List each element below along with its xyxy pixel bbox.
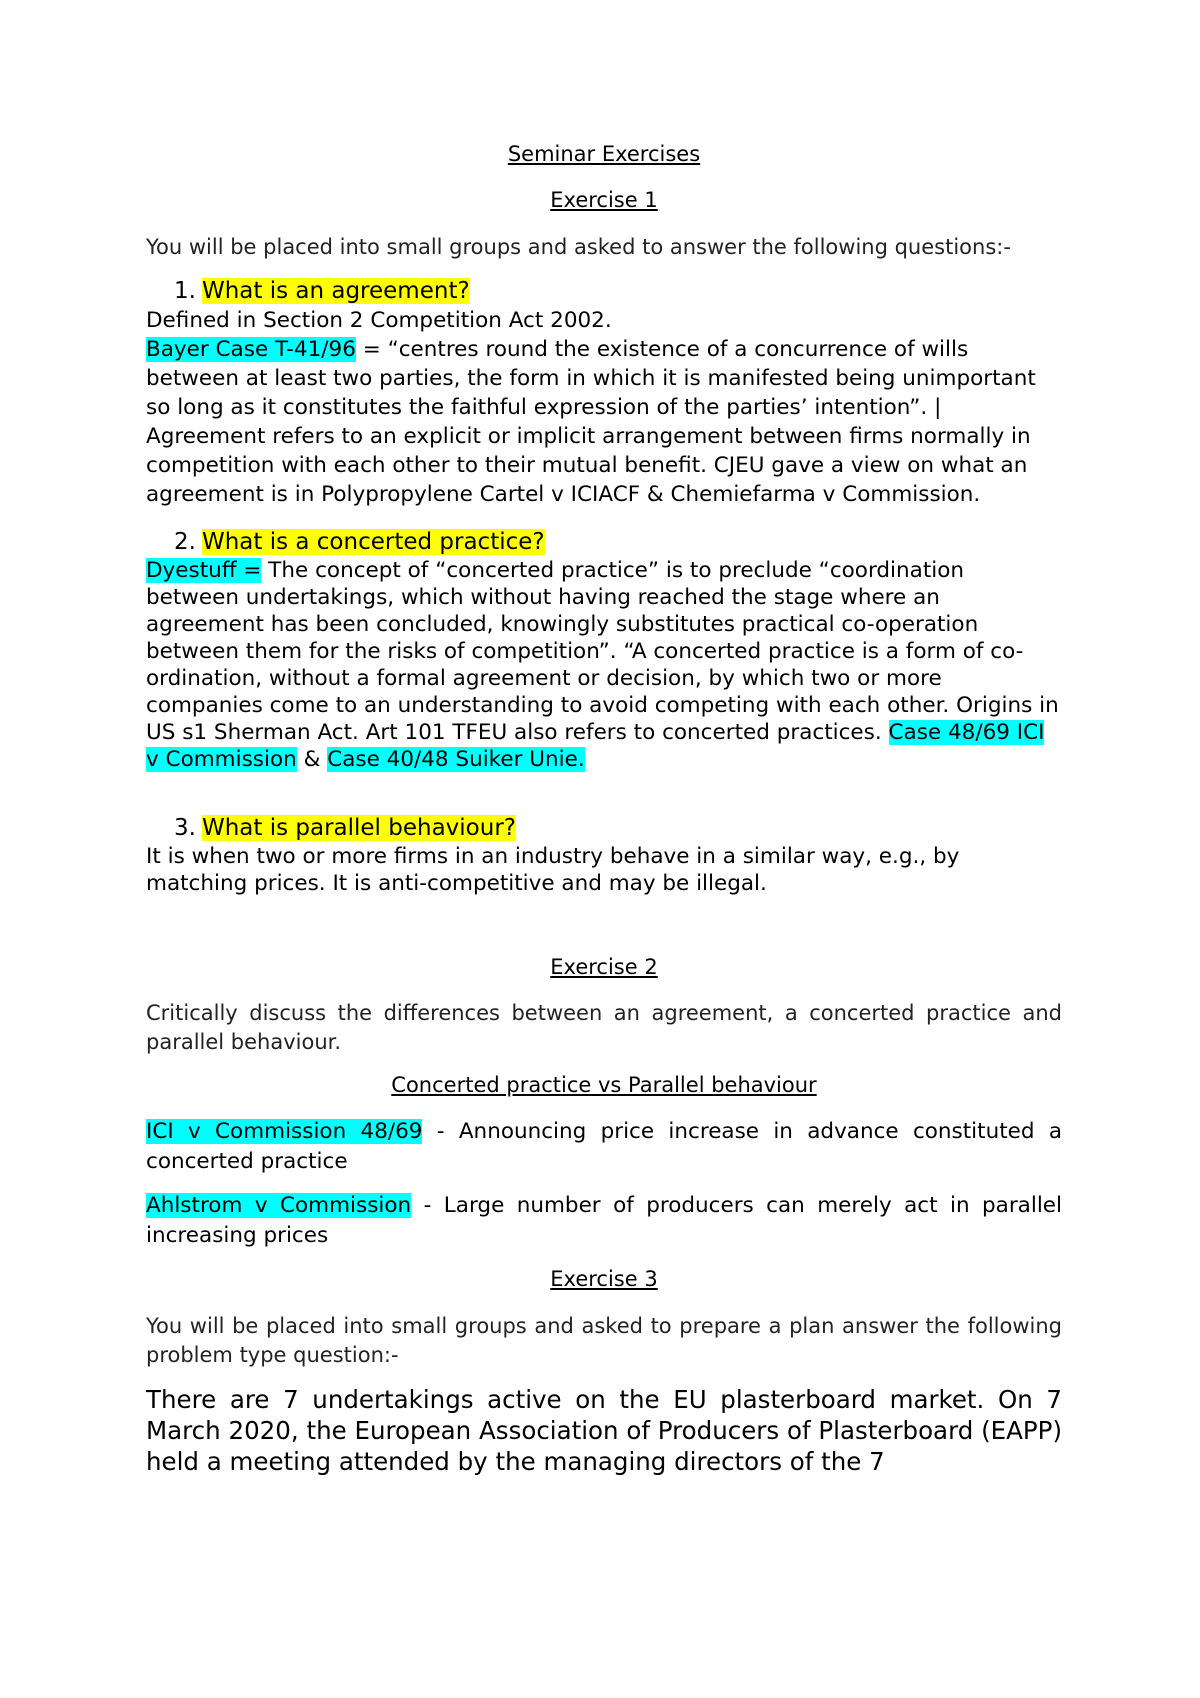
- answer-3: It is when two or more firms in an industry behave in a similar way, e.g., by matching prices. It is anti-competitive and may be illegal.: [146, 843, 960, 896]
- case-ahlstrom-name: Ahlstrom v Commission: [146, 1193, 412, 1219]
- exercise-1-heading: Exercise 1: [550, 188, 658, 213]
- document-title: Seminar Exercises: [507, 142, 701, 166]
- case-suiker-unie: Case 40/48 Suiker Unie.: [327, 746, 585, 772]
- answer-2-text: The concept of “concerted practice” is to preclude “coordination between undertakings, which without having reached the stage where an agreement has been concluded, knowingly substitutes practical co-operation between them for the risks of competition”. “A concerted practice is a form of co-ordination, without a formal agreement or decision, by which two or more companies come to an understanding to avoid competing with each other. Origins in US s1 Sherman Act. Art 101 TFEU also refers to concerted practices.: [146, 557, 1059, 745]
- case-ahlstrom-text: - Large number of producers can merely act in parallel increasing prices: [146, 1193, 1063, 1249]
- question-2-number: 2.: [174, 528, 196, 555]
- answer-1-body: [146, 335, 1062, 509]
- exercise-2-subheading: Concerted practice vs Parallel behaviour: [391, 1073, 817, 1098]
- problem-question: There are 7 undertakings active on the EU plasterboard market. On 7 March 2020, the European Association of Producers of Plasterboard (EAPP) held a meeting attended by the managing directors of the 7: [146, 1384, 1062, 1476]
- exercise-3-intro: You will be placed into small groups and asked to prepare a plan answer the following problem type question:-: [146, 1313, 1062, 1367]
- question-2-text: What is a concerted practice?: [201, 528, 545, 555]
- question-2: [146, 527, 1062, 557]
- answer-2: [146, 557, 1062, 773]
- case-ici-commission: [146, 1117, 1062, 1177]
- document-page: [146, 140, 1062, 1477]
- question-1-text: What is an agreement?: [201, 277, 470, 304]
- case-ici: Case 48/69 ICI v Commission: [146, 719, 1045, 772]
- answer-2-amp: &: [296, 746, 328, 772]
- exercise-1-intro: You will be placed into small groups and asked to answer the following questions:-: [146, 234, 1011, 259]
- question-1-number: 1.: [174, 277, 196, 304]
- case-bayer: Bayer Case T-41/96: [146, 336, 356, 362]
- exercise-3-heading: Exercise 3: [550, 1267, 658, 1292]
- case-ici-commission-text: - Announcing price increase in advance constituted a concerted practice: [146, 1119, 1062, 1175]
- exercise-2-intro: Critically discuss the differences between an agreement, a concerted practice and parallel behaviour.: [146, 1001, 1062, 1055]
- answer-1: [146, 306, 1062, 509]
- question-1: [146, 276, 1062, 306]
- exercise-2-heading: Exercise 2: [550, 954, 658, 979]
- answer-1-line1: Defined in Section 2 Competition Act 2002.: [146, 307, 612, 333]
- question-3: [146, 813, 1062, 843]
- question-3-number: 3.: [174, 814, 196, 841]
- case-ahlstrom: [146, 1191, 1062, 1251]
- answer-1-text: = “centres round the existence of a concurrence of wills between at least two parties, the form in which it is manifested being unimportant so long as it constitutes the faithful expression of the parties’ intention”. | Agreement refers to an explicit or implicit arrangement between firms normally in competition with each other to their mutual benefit. CJEU gave a view on what an agreement is in Polypropylene Cartel v ICIACF & Chemiefarma v Commission.: [146, 336, 1036, 507]
- case-ici-commission-name: ICI v Commission 48/69: [146, 1119, 423, 1145]
- case-dyestuff: Dyestuff =: [146, 557, 262, 583]
- question-3-text: What is parallel behaviour?: [201, 814, 516, 841]
